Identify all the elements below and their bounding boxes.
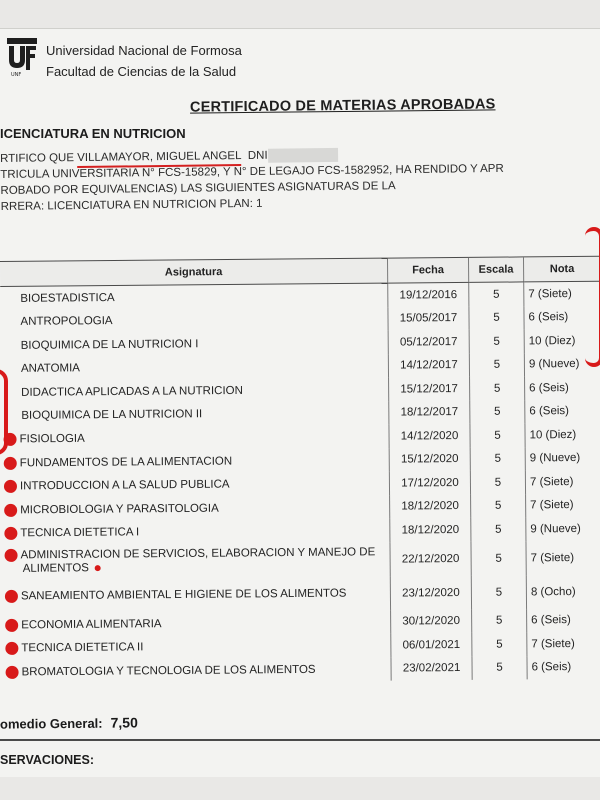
scale-cell: 5 — [471, 517, 526, 541]
date-cell: 05/12/2017 — [388, 330, 469, 354]
scale-cell: 5 — [470, 447, 525, 471]
subject-cell — [3, 576, 391, 613]
date-cell: 06/01/2021 — [391, 633, 472, 657]
svg-text:UNF: UNF — [11, 72, 22, 77]
certificate-page — [0, 28, 600, 777]
grade-cell: 8 (Ocho) — [526, 574, 600, 609]
red-dot-marker — [5, 642, 18, 655]
subject-name: DIDACTICA APLICADAS A LA NUTRICION — [21, 384, 243, 399]
col-grade-header: Nota — [523, 256, 600, 282]
date-cell: 14/12/2017 — [388, 353, 469, 377]
faculty-name: Facultad de Ciencias de la Salud — [46, 64, 237, 79]
date-cell: 19/12/2016 — [388, 282, 469, 307]
date-cell: 22/12/2020 — [390, 541, 471, 576]
scale-cell: 5 — [471, 494, 526, 518]
subject-cell — [2, 519, 390, 546]
subject-cell — [1, 401, 389, 428]
red-dot-marker — [4, 504, 17, 517]
subject-name: FUNDAMENTOS DE LA ALIMENTACION — [19, 455, 233, 470]
subject-cell — [2, 448, 390, 475]
subject-cell — [0, 307, 388, 334]
subject-cell — [3, 610, 391, 637]
subject-name: TECNICA DIETETICA II — [21, 641, 144, 655]
red-dot-marker — [5, 590, 18, 603]
subject-cell — [2, 495, 390, 522]
equivalence-line: ROBADO POR EQUIVALENCIAS) LAS SIGUIENTES ASIGNATURAS DE LA — [0, 180, 396, 197]
university-logo-icon — [6, 37, 38, 77]
subject-name: TECNICA DIETETICA I — [20, 526, 140, 540]
subject-cell — [3, 634, 391, 661]
grade-cell: 9 (Nueve) — [526, 517, 600, 541]
grade-cell: 7 (Siete) — [526, 493, 600, 517]
red-dot-marker — [4, 527, 17, 540]
scale-cell: 5 — [470, 470, 525, 494]
registration-line: TRICULA UNIVERSITARIA N° FCS-15829, Y N° DE LEGAJO FCS-1582952, HA RENDIDO Y APR — [0, 162, 504, 181]
scale-cell: 5 — [471, 575, 526, 609]
date-cell: 18/12/2017 — [389, 400, 470, 424]
col-scale-header: Escala — [468, 257, 523, 282]
grade-cell: 6 (Seis) — [527, 655, 600, 679]
grades-table — [0, 256, 600, 684]
subject-name: INTRODUCCION A LA SALUD PUBLICA — [19, 478, 230, 493]
subject-name: SANEAMIENTO AMBIENTAL E HIGIENE DE LOS ALIMENTOS — [20, 587, 347, 603]
scale-cell: 5 — [472, 632, 527, 656]
subject-name: BROMATOLOGIA Y TECNOLOGIA DE LOS ALIMENTOS — [21, 663, 316, 679]
scale-cell: 5 — [472, 609, 527, 633]
scale-cell: 5 — [470, 376, 525, 400]
subject-cell — [2, 472, 390, 499]
subject-cell — [1, 331, 389, 358]
scale-cell: 5 — [469, 353, 524, 377]
scale-cell: 5 — [469, 329, 524, 353]
grade-cell: 6 (Seis) — [524, 305, 600, 329]
subject-name: BIOQUIMICA DE LA NUTRICION II — [21, 408, 203, 423]
date-cell: 18/12/2020 — [390, 494, 471, 518]
subject-name: ECONOMIA ALIMENTARIA — [21, 617, 162, 632]
letterhead — [6, 35, 336, 85]
grade-cell: 7 (Siete) — [524, 281, 600, 306]
subject-cell — [2, 542, 390, 579]
subject-name: BIOQUIMICA DE LA NUTRICION I — [20, 338, 199, 352]
grade-cell: 7 (Siete) — [525, 470, 600, 494]
redacted-dni — [268, 148, 338, 163]
date-cell: 17/12/2020 — [389, 471, 470, 495]
average-label: omedio General: — [0, 715, 103, 732]
dni-label: DNI — [247, 149, 268, 162]
subject-name: FISIOLOGIA — [19, 433, 85, 446]
divider — [0, 739, 600, 741]
grade-cell: 6 (Seis) — [527, 608, 600, 632]
subject-cell — [3, 657, 391, 684]
average-value: 7,50 — [110, 714, 138, 731]
grade-cell: 7 (Siete) — [526, 540, 600, 575]
general-average — [0, 714, 138, 731]
scale-cell: 5 — [469, 306, 524, 330]
table-row — [3, 655, 600, 684]
date-cell: 15/05/2017 — [388, 306, 469, 330]
subject-cell — [1, 378, 389, 405]
scale-cell: 5 — [470, 423, 525, 447]
grade-cell: 9 (Nueve) — [524, 352, 600, 376]
subject-cell — [0, 283, 388, 310]
grade-cell: 9 (Nueve) — [525, 446, 600, 470]
red-dot-small — [95, 565, 101, 571]
scale-cell: 5 — [471, 541, 526, 575]
scale-cell: 5 — [469, 282, 524, 306]
red-dot-marker — [5, 619, 18, 632]
red-dot-marker — [5, 549, 18, 562]
date-cell: 23/02/2021 — [391, 656, 472, 680]
subject-name: ANTROPOLOGIA — [20, 315, 113, 329]
date-cell: 14/12/2020 — [389, 424, 470, 448]
date-cell: 15/12/2017 — [389, 377, 470, 401]
date-cell: 18/12/2020 — [390, 518, 471, 542]
subject-name: ANATOMIA — [20, 362, 80, 376]
certificate-title: CERTIFICADO DE MATERIAS APROBADAS — [189, 96, 496, 116]
red-annotation-bracket-left — [0, 369, 8, 455]
scale-cell: 5 — [470, 400, 525, 424]
career-heading: ICENCIATURA EN NUTRICION — [0, 126, 186, 141]
grade-cell: 10 (Diez) — [525, 423, 600, 447]
date-cell: 30/12/2020 — [391, 609, 472, 633]
red-annotation-bracket-right — [585, 227, 600, 367]
subject-name: BIOESTADISTICA — [20, 291, 115, 305]
grades-table-body — [0, 281, 600, 684]
grade-cell: 6 (Seis) — [525, 399, 600, 423]
grade-cell: 7 (Siete) — [527, 632, 600, 656]
certification-text — [0, 144, 600, 215]
career-plan-line: RRERA: LICENCIATURA EN NUTRICION PLAN: 1 — [0, 197, 263, 213]
student-name: VILLAMAYOR, MIGUEL ANGEL — [77, 148, 241, 168]
table-row — [3, 574, 600, 613]
date-cell: 23/12/2020 — [390, 575, 471, 610]
date-cell: 15/12/2020 — [389, 447, 470, 471]
subject-name: ADMINISTRACION DE SERVICIOS, ELABORACION Y MANEJO DE ALIMENTOS — [20, 546, 376, 575]
red-dot-marker — [6, 666, 19, 679]
grade-cell: 6 (Seis) — [525, 376, 600, 400]
certify-prefix: RTIFICO QUE — [0, 152, 78, 165]
col-date-header: Fecha — [387, 257, 468, 283]
subject-cell — [1, 425, 389, 452]
subject-name: MICROBIOLOGIA Y PARASITOLOGIA — [20, 502, 219, 517]
observations-label: SERVACIONES: — [0, 753, 95, 767]
university-name: Universidad Nacional de Formosa — [46, 43, 242, 58]
subject-cell — [1, 354, 389, 381]
red-dot-marker — [4, 480, 17, 493]
red-dot-marker — [4, 457, 17, 470]
grade-cell: 10 (Diez) — [524, 329, 600, 353]
scale-cell: 5 — [472, 656, 527, 680]
table-row — [2, 540, 600, 579]
col-subject-header: Asignatura — [0, 258, 388, 286]
